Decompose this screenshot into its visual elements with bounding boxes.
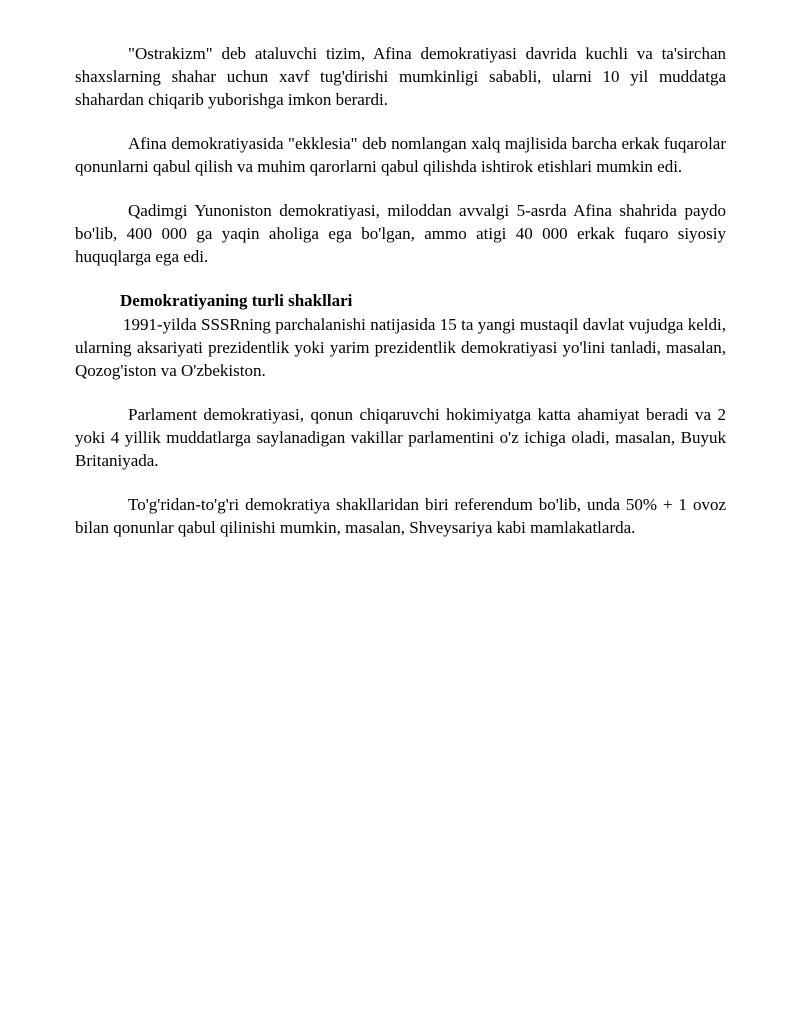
paragraph-ostrakizm: "Ostrakizm" deb ataluvchi tizim, Afina demokratiyasi davrida kuchli va ta'sirchan shaxslarning shahar uchun xavf tug'dirishi mumkinligi sababli, ularni 10 yil muddatga shahardan chiqarib yuborishga imkon berardi.: [75, 44, 726, 109]
paragraph-ancient-greece: Qadimgi Yunoniston demokratiyasi, miloddan avvalgi 5-asrda Afina shahrida paydo bo'lib, 400 000 ga yaqin aholiga ega bo'lgan, ammo atigi 40 000 erkak fuqaro siyosiy huquqlarga ega edi.: [75, 201, 726, 266]
document-page: [75, 42, 726, 560]
section-heading: Demokratiyaning turli shakllari: [120, 291, 353, 310]
paragraph-ekklesia: Afina demokratiyasida "ekklesia" deb nomlangan xalq majlisida barcha erkak fuqarolar qonunlarni qabul qilish va muhim qarorlarni qabul qilishda ishtirok etishlari mumkin edi.: [75, 134, 726, 176]
paragraph-direct-democracy: To'g'ridan-to'g'ri demokratiya shakllaridan biri referendum bo'lib, unda 50% + 1 ovoz bilan qonunlar qabul qilinishi mumkin, masalan, Shveysariya kabi mamlakatlarda.: [75, 495, 726, 537]
paragraph-parliamentary: Parlament demokratiyasi, qonun chiqaruvchi hokimiyatga katta ahamiyat beradi va 2 yoki 4 yillik muddatlarga saylanadigan vakillar parlamentini o'z ichiga oladi, masalan, Buyuk Britaniyada.: [75, 405, 726, 470]
paragraph-ussr: 1991-yilda SSSRning parchalanishi natijasida 15 ta yangi mustaqil davlat vujudga keldi, ularning aksariyati prezidentlik yoki yarim prezidentlik demokratiyasi yo'lini tanladi, masalan, Qozog'iston va O'zbekiston.: [75, 315, 726, 380]
